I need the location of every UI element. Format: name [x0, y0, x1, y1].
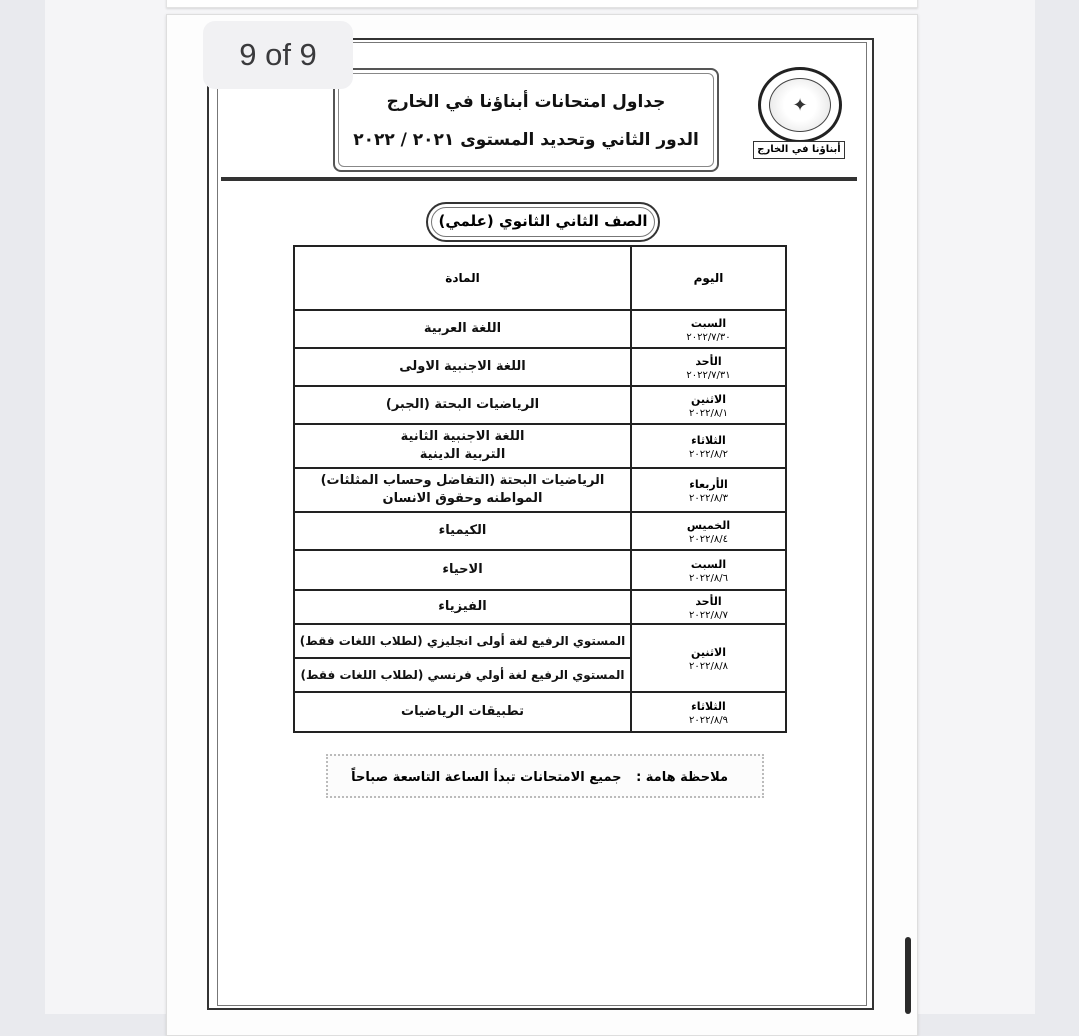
- day-date: ٢٠٢٢/٨/٩: [689, 714, 728, 726]
- subject-cell: [294, 624, 631, 692]
- subject-cell: [294, 550, 631, 590]
- table-row: [294, 692, 786, 732]
- day-date: ٢٠٢٢/٨/٨: [689, 660, 728, 672]
- note-text: جميع الامتحانات تبدأ الساعة التاسعة صباحاً: [351, 770, 622, 785]
- day-cell: [631, 590, 786, 624]
- day-cell: [631, 348, 786, 386]
- document-subtitle: الدور الثاني وتحديد المستوى ٢٠٢١ / ٢٠٢٢: [353, 130, 699, 150]
- table-row: [294, 348, 786, 386]
- subject-text: اللغة العربية: [423, 321, 502, 336]
- day-name: السبت: [690, 316, 727, 330]
- day-name: الثلاثاء: [691, 699, 726, 713]
- day-cell: [631, 468, 786, 512]
- day-cell: [631, 692, 786, 732]
- subject-text: المواطنه وحقوق الانسان: [382, 491, 543, 506]
- subject-text: الاحياء: [442, 562, 483, 577]
- day-cell: [631, 386, 786, 424]
- header-subject: المادة: [294, 246, 631, 310]
- table-row: [294, 468, 786, 512]
- section-title: الصف الثاني الثانوي (علمي): [438, 212, 648, 230]
- title-box: [333, 68, 719, 172]
- day-cell: [631, 512, 786, 550]
- title-box-inner-border: [338, 73, 714, 167]
- day-date: ٢٠٢٢/٨/٧: [689, 609, 728, 621]
- previous-page-edge: [166, 0, 918, 8]
- exam-schedule-table: [293, 245, 787, 733]
- section-title-pill: [426, 202, 660, 242]
- header-day: اليوم: [631, 246, 786, 310]
- subject-text: المستوي الرفيع لغة أولى انجليزي (لطلاب اللغات فقط): [295, 625, 630, 659]
- subject-text: الرياضيات البحتة (التفاضل وحساب المثلثات): [320, 473, 605, 488]
- day-name: الاثنين: [691, 392, 726, 406]
- subject-cell: [294, 424, 631, 468]
- subject-cell: [294, 348, 631, 386]
- table-row: [294, 550, 786, 590]
- subject-text: اللغة الاجنبية الاولى: [399, 359, 526, 374]
- note-label: ملاحظة هامة :: [636, 770, 728, 785]
- day-cell: [631, 310, 786, 348]
- table-row: [294, 512, 786, 550]
- subject-cell: [294, 468, 631, 512]
- subject-text: الكيمياء: [438, 523, 487, 538]
- subject-text: الرياضيات البحتة (الجبر): [385, 397, 540, 412]
- subject-cell: [294, 692, 631, 732]
- day-date: ٢٠٢٢/٧/٣٠: [686, 331, 731, 343]
- subject-cell: [294, 386, 631, 424]
- day-date: ٢٠٢٢/٨/٦: [689, 572, 728, 584]
- subject-text: تطبيقات الرياضيات: [401, 704, 524, 719]
- day-name: الأحد: [695, 354, 722, 368]
- subject-cell: [294, 310, 631, 348]
- day-date: ٢٠٢٢/٨/٣: [689, 492, 728, 504]
- document-title: جداول امتحانات أبناؤنا في الخارج: [386, 92, 666, 112]
- important-note: [326, 754, 764, 798]
- logo-tag: أبناؤنا في الخارج: [753, 141, 845, 159]
- section-pill-ring: [431, 207, 655, 237]
- subject-cell: [294, 590, 631, 624]
- subject-text: اللغة الاجنبية الثانية: [400, 429, 525, 444]
- day-cell: [631, 424, 786, 468]
- day-name: الأحد: [695, 594, 722, 608]
- day-name: الاثنين: [691, 645, 726, 659]
- eagle-seal-icon: ✦: [769, 78, 831, 132]
- subject-text: التربية الدينية: [419, 447, 506, 462]
- day-name: السبت: [690, 557, 727, 571]
- day-name: الأربعاء: [689, 477, 728, 491]
- subject-text: الفيزياء: [438, 599, 487, 614]
- day-cell: [631, 624, 786, 692]
- table-row: [294, 424, 786, 468]
- day-date: ٢٠٢٢/٧/٣١: [686, 369, 731, 381]
- day-name: الخميس: [686, 518, 731, 532]
- table-header-row: [294, 246, 786, 310]
- day-cell: [631, 550, 786, 590]
- table-row: [294, 624, 786, 692]
- day-date: ٢٠٢٢/٨/١: [689, 407, 728, 419]
- ministry-logo: [758, 67, 842, 143]
- table-row: [294, 386, 786, 424]
- subject-cell: [294, 512, 631, 550]
- table-row: [294, 590, 786, 624]
- day-date: ٢٠٢٢/٨/٢: [689, 448, 728, 460]
- day-name: الثلاثاء: [691, 433, 726, 447]
- header-separator: [221, 177, 857, 181]
- table-row: [294, 310, 786, 348]
- subject-text: المستوي الرفيع لغة أولي فرنسي (لطلاب اللغات فقط): [300, 668, 625, 682]
- page-counter-badge: 9 of 9: [203, 21, 353, 89]
- day-date: ٢٠٢٢/٨/٤: [689, 533, 728, 545]
- scrollbar-thumb[interactable]: [905, 937, 911, 1014]
